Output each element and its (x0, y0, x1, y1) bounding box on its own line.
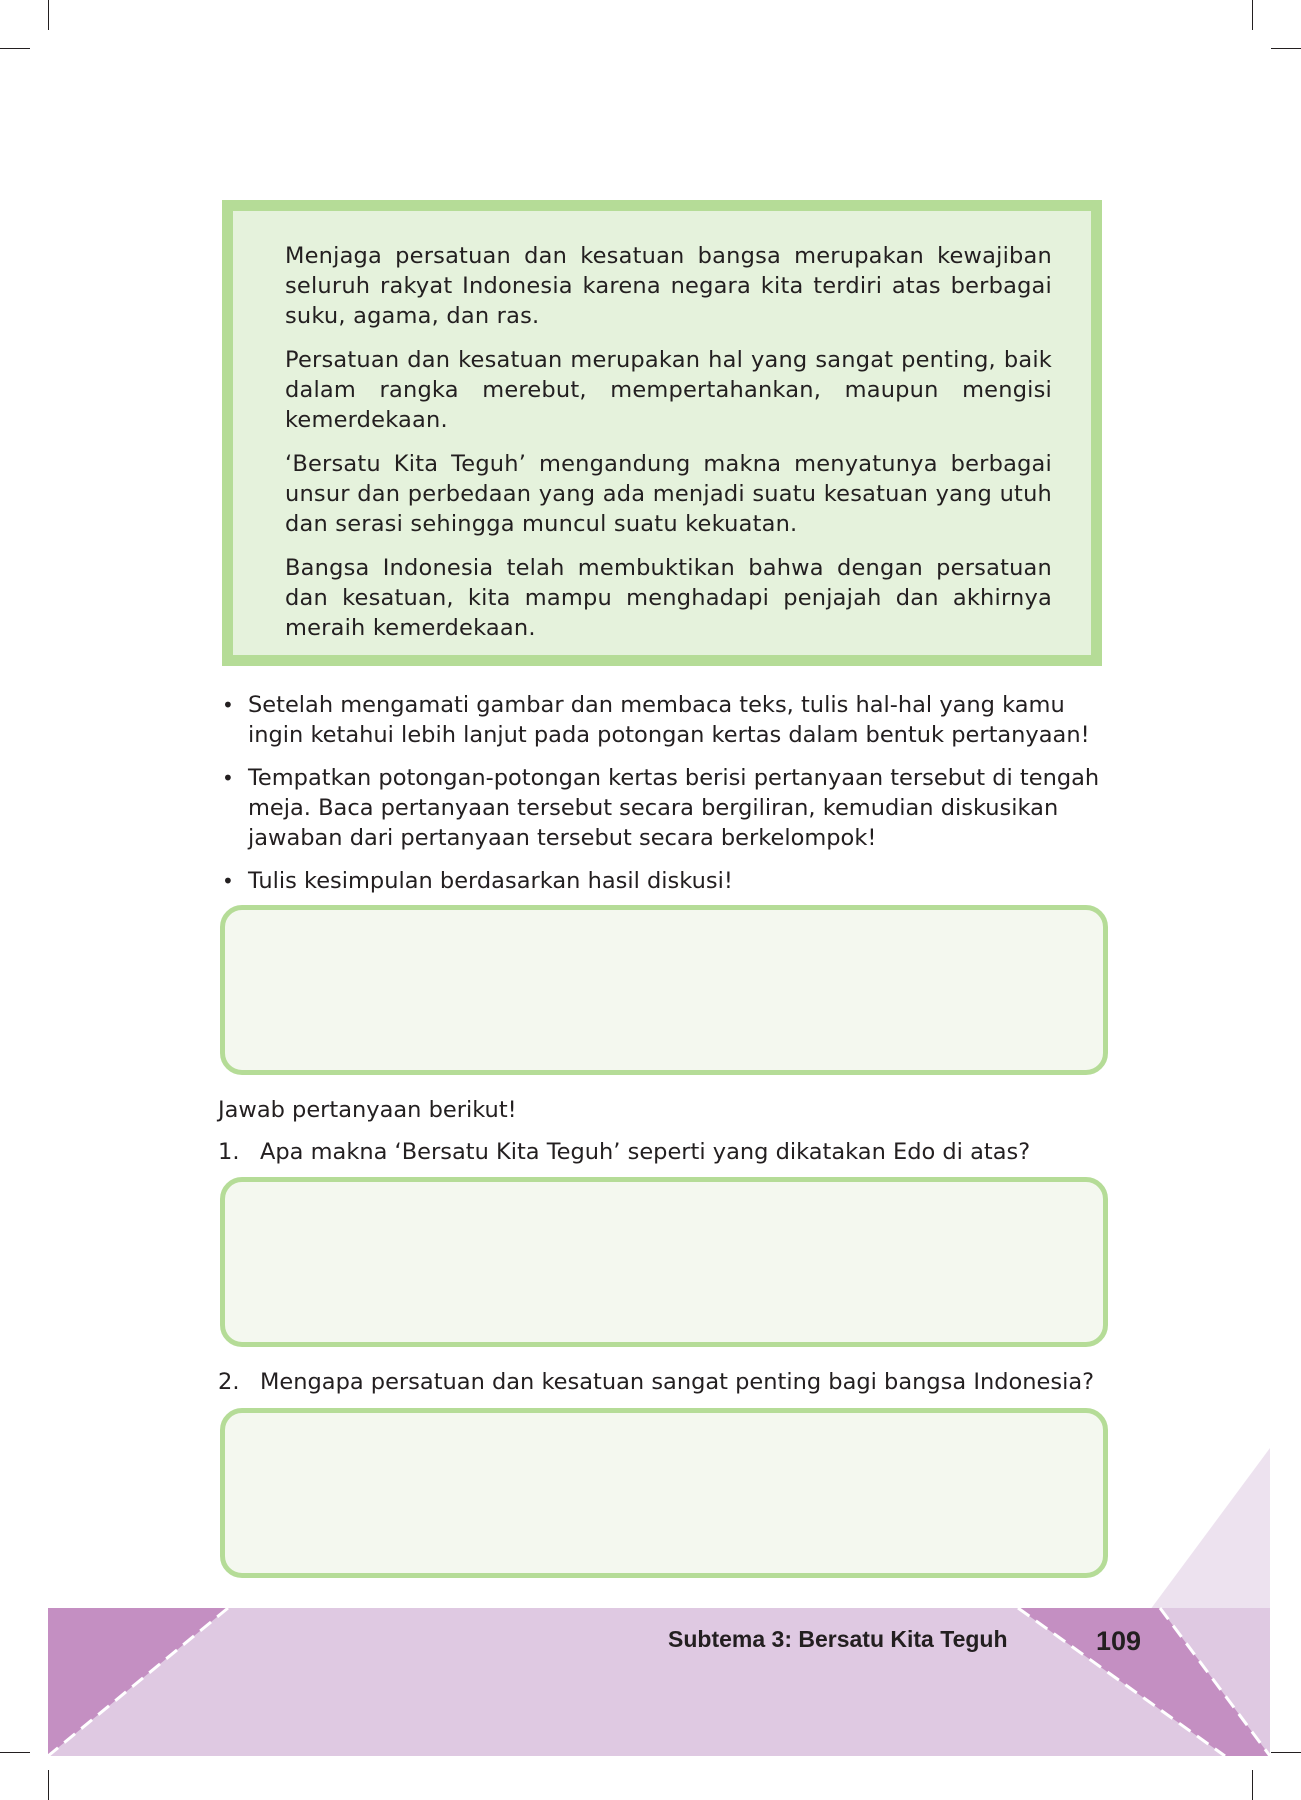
info-paragraph: ‘Bersatu Kita Teguh’ mengandung makna menyatunya berbagai unsur dan perbedaan yang ada menjadi suatu kesatuan yang utuh dan serasi sehingga muncul suatu kekuatan. (285, 451, 1052, 537)
instruction-text: Setelah mengamati gambar dan membaca teks, tulis hal-hal yang kamu ingin ketahui lebih lanjut pada potongan kertas dalam bentuk pertanyaan! (248, 692, 1090, 748)
bullet-icon: • (222, 766, 234, 790)
bullet-icon: • (222, 693, 234, 717)
question-text: Apa makna ‘Bersatu Kita Teguh’ seperti yang dikatakan Edo di atas? (260, 1139, 1031, 1165)
question-number: 1. (218, 1139, 240, 1165)
page-number: 109 (1096, 1626, 1142, 1656)
question-number: 2. (218, 1369, 240, 1395)
bullet-icon: • (222, 869, 234, 893)
info-paragraph: Bangsa Indonesia telah membuktikan bahwa dengan persatuan dan kesatuan, kita mampu menghadapi penjajah dan akhirnya meraih kemerdekaan. (285, 555, 1052, 641)
question-text: Mengapa persatuan dan kesatuan sangat penting bagi bangsa Indonesia? (260, 1369, 1095, 1395)
footer-subtheme: Subtema 3: Bersatu Kita Teguh (668, 1626, 1008, 1652)
info-paragraph: Menjaga persatuan dan kesatuan bangsa merupakan kewajiban seluruh rakyat Indonesia karena negara kita terdiri atas berbagai suku, agama, dan ras. (285, 243, 1052, 329)
instruction-text: Tempatkan potongan-potongan kertas berisi pertanyaan tersebut di tengah meja. Baca pertanyaan tersebut secara bergiliran, kemudian diskusikan jawaban dari pertanyaan tersebut secara berkelompok! (248, 765, 1100, 851)
info-paragraph: Persatuan dan kesatuan merupakan hal yang sangat penting, baik dalam rangka merebut, mempertahankan, maupun mengisi kemerdekaan. (285, 347, 1052, 433)
instruction-text: Tulis kesimpulan berdasarkan hasil diskusi! (248, 868, 733, 894)
questions-intro: Jawab pertanyaan berikut! (218, 1097, 517, 1123)
